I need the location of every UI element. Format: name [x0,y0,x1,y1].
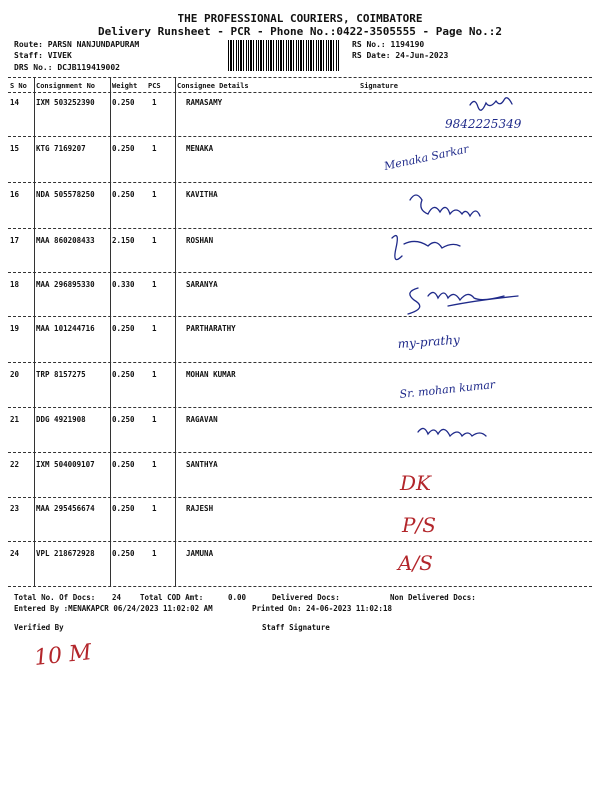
cod-value: 0.00 [228,593,247,602]
barcode [228,40,340,71]
col-consignee: Consignee Details [177,82,249,90]
row-pcs: 1 [152,236,157,245]
row-consignee: ROSHAN [186,236,214,245]
printed-on: Printed On: 24-06-2023 11:02:18 [252,604,392,613]
verified-initials: 10 M [33,640,93,671]
row-consignee: MOHAN KUMAR [186,370,236,379]
rs-date: RS Date: 24-Jun-2023 [352,51,449,60]
row-consignment: MAA 296895330 [36,280,95,289]
row-consignment: DDG 4921908 [36,415,86,424]
row-pcs: 1 [152,280,157,289]
row-pcs: 1 [152,370,157,379]
row-sno: 17 [10,236,20,245]
row-weight: 0.250 [112,549,135,558]
row-sno: 16 [10,190,20,199]
row-divider [8,272,592,273]
table-row [8,370,592,415]
col-weight: Weight [112,82,138,90]
col-consignment: Consignment No [36,82,96,90]
row-pcs: 1 [152,504,157,513]
col-pcs: PCS [148,82,161,90]
row-sno: 22 [10,460,20,469]
row-weight: 0.330 [112,280,135,289]
staff-signature-label: Staff Signature [262,623,330,632]
row-sno: 24 [10,549,20,558]
table-row [8,549,592,594]
signature-as: A/S [398,551,433,575]
row-sno: 14 [10,98,20,107]
row-sno: 15 [10,144,20,153]
row-pcs: 1 [152,415,157,424]
row-sno: 21 [10,415,20,424]
row-divider [8,228,592,229]
row-pcs: 1 [152,460,157,469]
table-row [8,460,592,505]
header-top-rule [8,77,592,78]
signature-parthasarathy: my-prathy [397,332,461,351]
row-divider [8,497,592,498]
row-divider [8,452,592,453]
row-divider [8,136,592,137]
row-divider [8,362,592,363]
col-signature: Signature [360,82,398,90]
row-divider [8,182,592,183]
row-pcs: 1 [152,549,157,558]
delivered-label: Delivered Docs: [272,593,340,602]
signature-ps: P/S [402,513,436,537]
row-consignee: MENAKA [186,144,214,153]
row-consignment: KTG 7169207 [36,144,86,153]
total-docs-value: 24 [112,593,122,602]
row-consignment: VPL 218672928 [36,549,95,558]
row-consignee: JAMUNA [186,549,214,558]
row-weight: 0.250 [112,324,135,333]
row-consignment: TRP 8157275 [36,370,86,379]
row-consignment: MAA 295456674 [36,504,95,513]
row-divider [8,541,592,542]
row-consignee: PARTHARATHY [186,324,236,333]
row-divider [8,586,592,587]
company-title: THE PROFESSIONAL COURIERS, COIMBATORE [177,12,423,25]
table-row [8,280,592,325]
table-row [8,504,592,549]
row-weight: 0.250 [112,504,135,513]
row-weight: 2.150 [112,236,135,245]
table-row [8,415,592,460]
row-divider [8,407,592,408]
row-weight: 0.250 [112,460,135,469]
row-consignee: SARANYA [186,280,218,289]
row-pcs: 1 [152,98,157,107]
signature-phone: 9842225349 [445,117,522,131]
row-pcs: 1 [152,190,157,199]
row-sno: 20 [10,370,20,379]
rs-number: RS No.: 1194190 [352,40,425,49]
non-delivered-label: Non Delivered Docs: [390,593,476,602]
staff-label: Staff: VIVEK [14,51,72,60]
drs-number: DRS No.: DCJB119419002 [14,63,120,72]
row-consignment: IXM 504009107 [36,460,95,469]
row-divider [8,316,592,317]
col-sno: S No [10,82,27,90]
row-consignee: RAJESH [186,504,214,513]
table-row [8,236,592,281]
runsheet-subtitle: Delivery Runsheet - PCR - Phone No.:0422-3505555 - Page No.:2 [98,25,502,38]
row-consignee: KAVITHA [186,190,218,199]
row-pcs: 1 [152,324,157,333]
row-consignment: NDA 505578250 [36,190,95,199]
row-pcs: 1 [152,144,157,153]
row-weight: 0.250 [112,190,135,199]
row-consignee: SANTHYA [186,460,218,469]
signature-menaka: Menaka Sarkar [382,142,470,173]
row-weight: 0.250 [112,415,135,424]
row-consignment: IXM 503252390 [36,98,95,107]
row-weight: 0.250 [112,98,135,107]
row-consignee: RAGAVAN [186,415,218,424]
signature-dk: DK [400,471,431,495]
header-bottom-rule [8,92,592,93]
cod-label: Total COD Amt: [140,593,204,602]
row-sno: 23 [10,504,20,513]
total-docs-label: Total No. Of Docs: [14,593,96,602]
row-sno: 19 [10,324,20,333]
entered-by: Entered By :MENAKAPCR 06/24/2023 11:02:02 AM [14,604,213,613]
signature-mohan-kumar: Sr. mohan kumar [398,378,496,401]
row-consignee: RAMASAMY [186,98,223,107]
verified-by-label: Verified By [14,623,64,632]
route-label: Route: PARSN NANJUNDAPURAM [14,40,140,49]
row-consignment: MAA 101244716 [36,324,95,333]
row-consignment: MAA 860208433 [36,236,95,245]
row-sno: 18 [10,280,20,289]
row-weight: 0.250 [112,370,135,379]
row-weight: 0.250 [112,144,135,153]
